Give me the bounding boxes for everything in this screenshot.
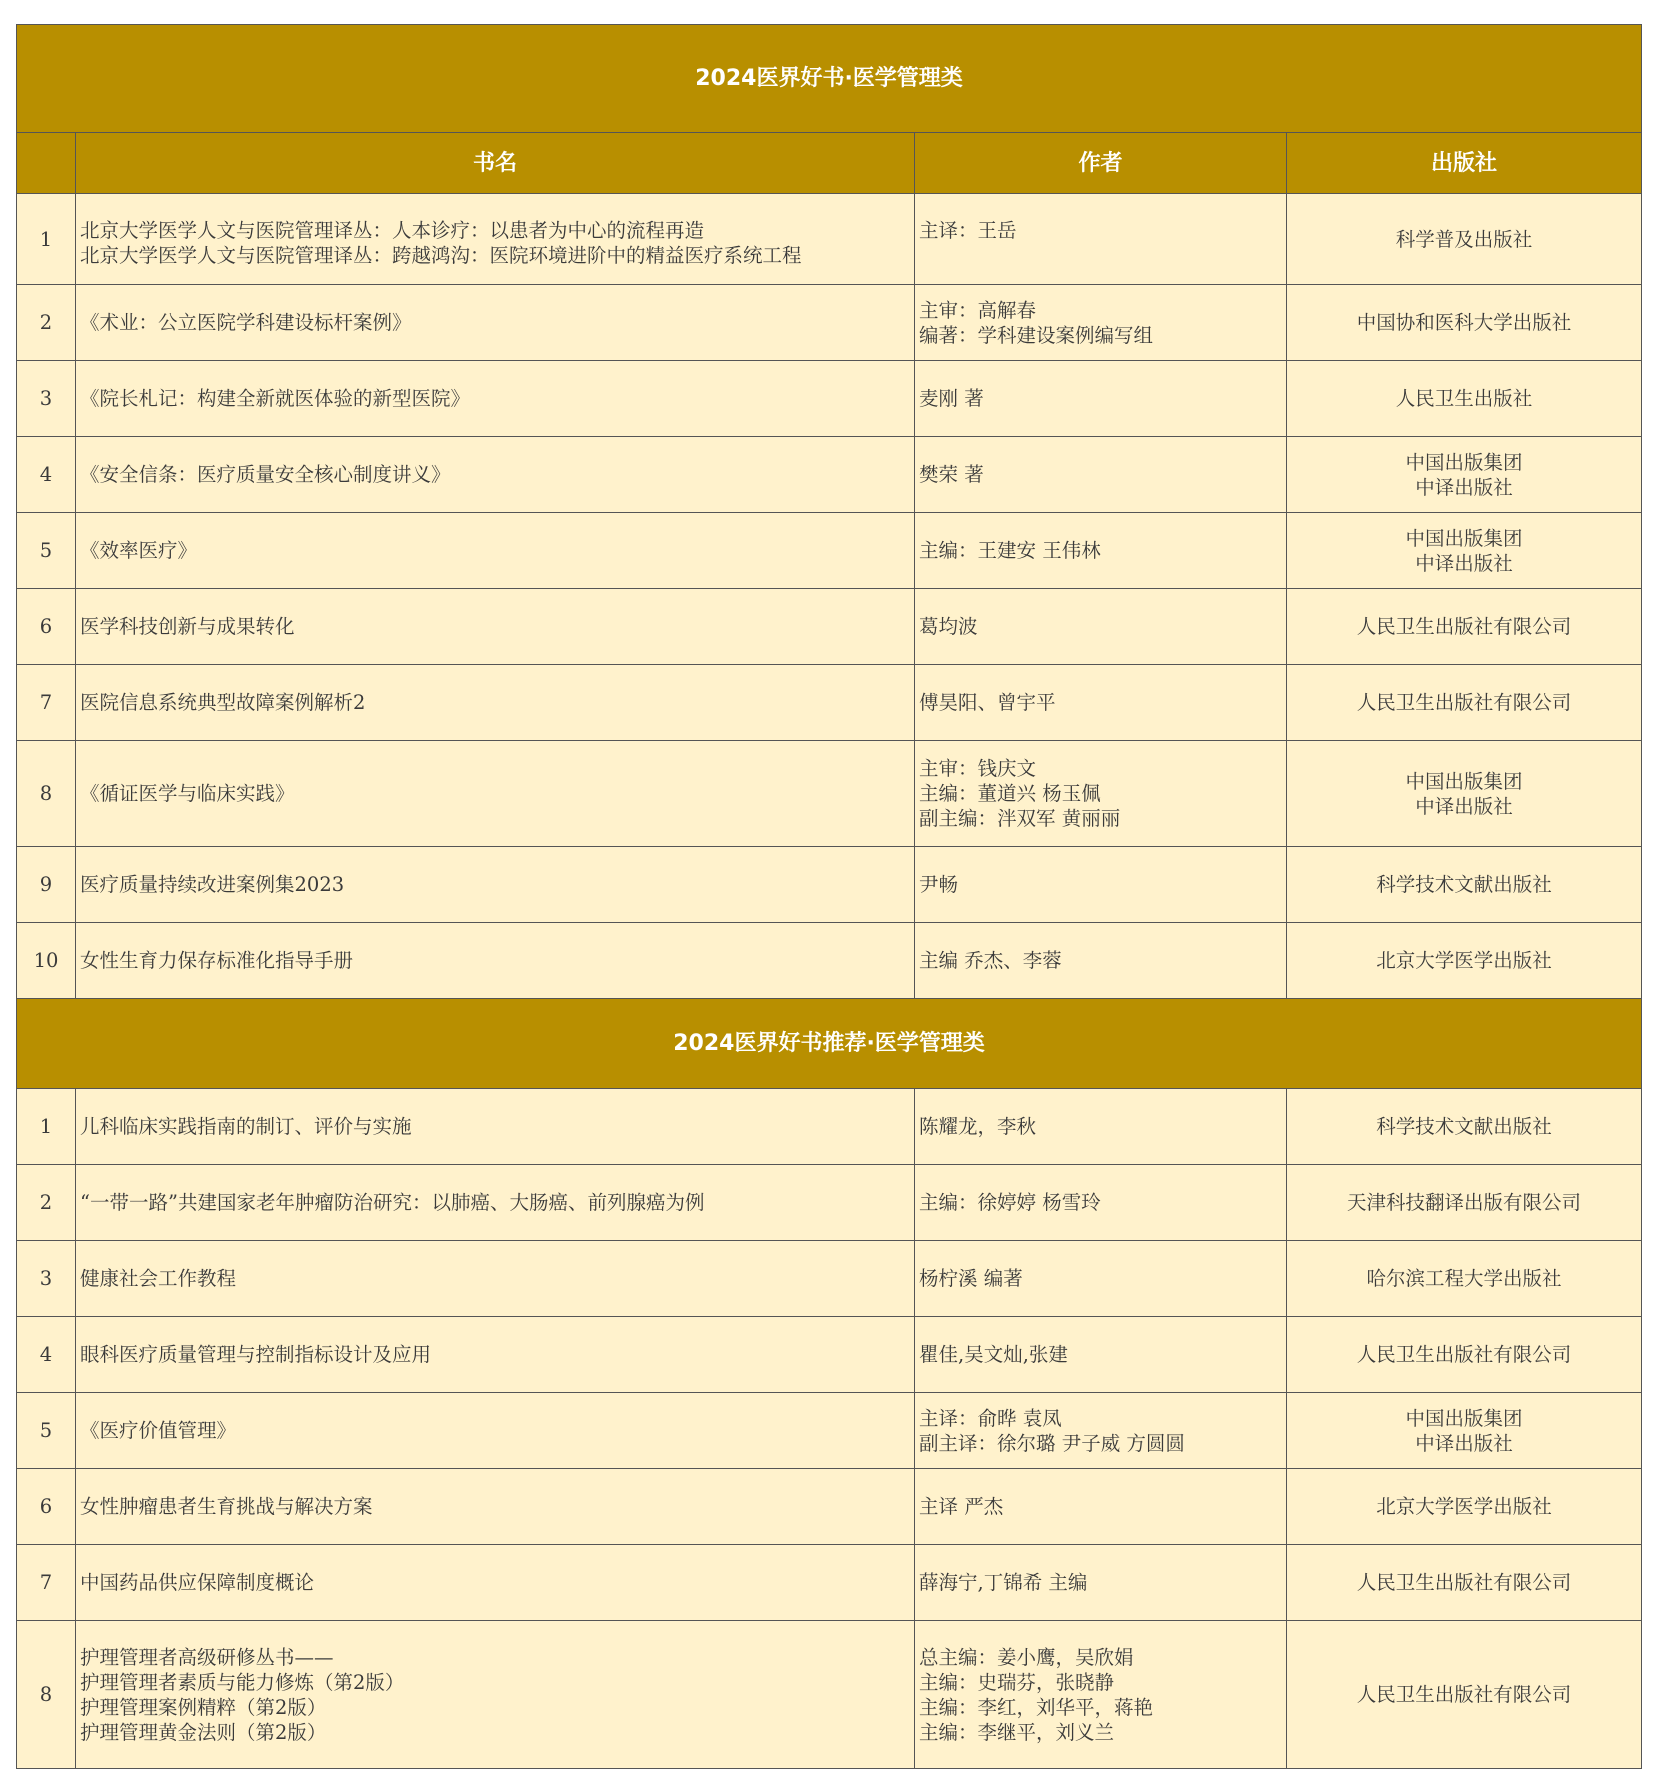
publisher-line: 中国出版集团 — [1405, 769, 1523, 793]
book-title-line: 北京大学医学人文与医院管理译丛：人本诊疗：以患者为中心的流程再造 — [80, 219, 705, 242]
row-index: 6 — [17, 1469, 76, 1545]
author — [915, 1469, 1287, 1545]
publisher-line: 中国协和医科大学出版社 — [1356, 311, 1572, 334]
book-title-line: 医院信息系统典型故障案例解析2 — [80, 691, 366, 714]
table-row — [17, 513, 1642, 589]
publisher — [1287, 437, 1642, 513]
author-line: 主编：史瑞芬，张晓静 — [919, 1670, 1115, 1694]
book-title-line: 护理管理者高级研修丛书—— — [80, 1645, 334, 1669]
section2-title: 2024医界好书推荐·医学管理类 — [17, 999, 1642, 1089]
book-title-line: 《循证医学与临床实践》 — [80, 782, 295, 805]
author-line: 尹畅 — [919, 873, 959, 896]
author-line: 总主编：姜小鹰，吴欣娟 — [919, 1645, 1134, 1669]
table-row — [17, 589, 1642, 665]
row-index: 9 — [17, 847, 76, 923]
publisher — [1287, 361, 1642, 437]
book-title — [76, 513, 915, 589]
table-row — [17, 194, 1642, 285]
book-title-line: 眼科医疗质量管理与控制指标设计及应用 — [80, 1343, 432, 1366]
author-line: 杨柠溪 编著 — [919, 1267, 1023, 1290]
publisher-line: 人民卫生出版社 — [1395, 387, 1533, 410]
book-title-line: 护理管理黄金法则（第2版） — [80, 1720, 327, 1744]
book-title — [76, 1469, 915, 1545]
table-row — [17, 1621, 1642, 1769]
book-title — [76, 741, 915, 847]
table-row — [17, 1241, 1642, 1317]
author-line: 主编：董道兴 杨玉佩 — [919, 782, 1101, 805]
book-title-line: “一带一路”共建国家老年肿瘤防治研究：以肺癌、大肠癌、前列腺癌为例 — [80, 1191, 705, 1214]
book-title-line: 女性生育力保存标准化指导手册 — [80, 949, 354, 972]
author-line: 主译：王岳 — [919, 219, 1017, 242]
author — [915, 285, 1287, 361]
book-title-line: 医疗质量持续改进案例集2023 — [80, 873, 345, 896]
publisher-line: 北京大学医学出版社 — [1376, 1495, 1552, 1518]
row-index: 7 — [17, 1545, 76, 1621]
publisher-line: 中译出版社 — [1415, 794, 1513, 818]
book-title — [76, 1393, 915, 1469]
book-title — [76, 194, 915, 285]
table-row — [17, 665, 1642, 741]
book-title-line: 《效率医疗》 — [80, 539, 198, 562]
book-title-line: 《医疗价值管理》 — [80, 1419, 237, 1442]
publisher — [1287, 1317, 1642, 1393]
table-row — [17, 1545, 1642, 1621]
header-index — [17, 133, 76, 194]
publisher-line: 中译出版社 — [1415, 475, 1513, 499]
row-index: 7 — [17, 665, 76, 741]
publisher — [1287, 1469, 1642, 1545]
publisher-line: 中国出版集团 — [1405, 1406, 1523, 1430]
publisher — [1287, 665, 1642, 741]
author — [915, 361, 1287, 437]
row-index: 1 — [17, 194, 76, 285]
book-title-line: 《安全信条：医疗质量安全核心制度讲义》 — [80, 463, 451, 486]
publisher-line: 人民卫生出版社有限公司 — [1356, 1683, 1572, 1706]
table-row — [17, 1393, 1642, 1469]
row-index: 6 — [17, 589, 76, 665]
book-title — [76, 1241, 915, 1317]
author — [915, 665, 1287, 741]
header-row — [17, 133, 1642, 194]
table-row — [17, 741, 1642, 847]
author-line: 傅昊阳、曾宇平 — [919, 691, 1056, 714]
publisher-line: 科学技术文献出版社 — [1376, 1115, 1552, 1138]
table-row — [17, 1089, 1642, 1165]
row-index: 5 — [17, 513, 76, 589]
author-line: 主编：王建安 王伟林 — [919, 539, 1101, 562]
publisher-line: 人民卫生出版社有限公司 — [1356, 615, 1572, 638]
publisher-line: 哈尔滨工程大学出版社 — [1366, 1267, 1562, 1290]
book-title-line: 护理管理案例精粹（第2版） — [80, 1695, 327, 1719]
publisher-line: 天津科技翻译出版有限公司 — [1347, 1191, 1582, 1214]
book-list-table — [16, 24, 1642, 1769]
publisher — [1287, 513, 1642, 589]
book-title-line: 儿科临床实践指南的制订、评价与实施 — [80, 1115, 412, 1138]
row-index: 3 — [17, 1241, 76, 1317]
author-line: 主译：俞晔 袁凤 — [919, 1406, 1062, 1430]
book-title-line: 《院长札记：构建全新就医体验的新型医院》 — [80, 387, 471, 410]
publisher-line: 中译出版社 — [1415, 1431, 1513, 1455]
header-publisher: 出版社 — [1287, 133, 1642, 194]
book-title — [76, 589, 915, 665]
publisher-line: 人民卫生出版社有限公司 — [1356, 1343, 1572, 1366]
row-index: 2 — [17, 285, 76, 361]
author-line: 副主编：泮双军 黄丽丽 — [919, 807, 1121, 830]
table-row — [17, 437, 1642, 513]
author — [915, 923, 1287, 999]
author — [915, 513, 1287, 589]
row-index: 3 — [17, 361, 76, 437]
author-line: 副主译：徐尔璐 尹子威 方圆圆 — [919, 1431, 1185, 1455]
author-line: 主审：高解春 — [919, 298, 1037, 322]
author-line: 葛均波 — [919, 615, 978, 638]
author-line: 主译 严杰 — [919, 1495, 1004, 1518]
book-title — [76, 1165, 915, 1241]
publisher — [1287, 1393, 1642, 1469]
row-index: 1 — [17, 1089, 76, 1165]
publisher — [1287, 194, 1642, 285]
publisher — [1287, 1089, 1642, 1165]
row-index: 2 — [17, 1165, 76, 1241]
header-author: 作者 — [915, 133, 1287, 194]
author — [915, 1317, 1287, 1393]
publisher-line: 科学普及出版社 — [1395, 227, 1533, 251]
row-index: 5 — [17, 1393, 76, 1469]
publisher-line: 人民卫生出版社有限公司 — [1356, 691, 1572, 714]
author-line: 主编：徐婷婷 杨雪玲 — [919, 1191, 1101, 1214]
publisher — [1287, 285, 1642, 361]
publisher — [1287, 1165, 1642, 1241]
book-title — [76, 923, 915, 999]
author — [915, 1621, 1287, 1769]
book-title — [76, 1317, 915, 1393]
author-line: 主审：钱庆文 — [919, 757, 1037, 780]
table-row — [17, 1317, 1642, 1393]
author-line: 麦刚 著 — [919, 387, 984, 410]
author-line: 陈耀龙，李秋 — [919, 1115, 1037, 1138]
book-title — [76, 361, 915, 437]
table-row — [17, 361, 1642, 437]
publisher-line: 北京大学医学出版社 — [1376, 949, 1552, 972]
author — [915, 1393, 1287, 1469]
section1-title: 2024医界好书·医学管理类 — [17, 25, 1642, 133]
book-title — [76, 1089, 915, 1165]
author — [915, 194, 1287, 285]
row-index: 8 — [17, 1621, 76, 1769]
author-line: 樊荣 著 — [919, 463, 984, 486]
book-title-line: 护理管理者素质与能力修炼（第2版） — [80, 1670, 405, 1694]
publisher-line: 中国出版集团 — [1405, 526, 1523, 550]
section2-title-row — [17, 999, 1642, 1089]
publisher — [1287, 847, 1642, 923]
book-title — [76, 847, 915, 923]
author-line: 瞿佳,吴文灿,张建 — [919, 1343, 1068, 1366]
book-title — [76, 437, 915, 513]
table-row — [17, 923, 1642, 999]
book-title-line: 医学科技创新与成果转化 — [80, 615, 295, 638]
author-line: 主编 乔杰、李蓉 — [919, 949, 1062, 972]
book-title-line: 中国药品供应保障制度概论 — [80, 1571, 315, 1594]
table-row — [17, 847, 1642, 923]
book-title — [76, 285, 915, 361]
publisher-line: 中国出版集团 — [1405, 450, 1523, 474]
table-row — [17, 285, 1642, 361]
book-title — [76, 1545, 915, 1621]
author — [915, 589, 1287, 665]
author — [915, 847, 1287, 923]
author — [915, 1165, 1287, 1241]
publisher-line: 人民卫生出版社有限公司 — [1356, 1571, 1572, 1594]
publisher-line: 科学技术文献出版社 — [1376, 873, 1552, 896]
author-line: 薛海宁,丁锦希 主编 — [919, 1571, 1088, 1594]
publisher — [1287, 1241, 1642, 1317]
table-row — [17, 1469, 1642, 1545]
publisher — [1287, 1545, 1642, 1621]
row-index: 4 — [17, 1317, 76, 1393]
publisher — [1287, 1621, 1642, 1769]
publisher — [1287, 589, 1642, 665]
book-title-line: 《术业：公立医院学科建设标杆案例》 — [80, 311, 412, 334]
author-line: 编著：学科建设案例编写组 — [919, 323, 1154, 347]
row-index: 4 — [17, 437, 76, 513]
author — [915, 437, 1287, 513]
book-title — [76, 1621, 915, 1769]
publisher-line: 中译出版社 — [1415, 551, 1513, 575]
publisher — [1287, 741, 1642, 847]
author — [915, 1089, 1287, 1165]
row-index: 8 — [17, 741, 76, 847]
author — [915, 741, 1287, 847]
table-row — [17, 1165, 1642, 1241]
author — [915, 1545, 1287, 1621]
book-title — [76, 665, 915, 741]
section1-title-row — [17, 25, 1642, 133]
author-line: 主编：李继平，刘义兰 — [919, 1720, 1115, 1744]
author — [915, 1241, 1287, 1317]
book-title-line: 健康社会工作教程 — [80, 1267, 237, 1290]
row-index: 10 — [17, 923, 76, 999]
author-line: 主编：李红，刘华平，蒋艳 — [919, 1695, 1154, 1719]
table-body — [17, 25, 1642, 1769]
book-title-line: 女性肿瘤患者生育挑战与解决方案 — [80, 1495, 373, 1518]
publisher — [1287, 923, 1642, 999]
header-book: 书名 — [76, 133, 915, 194]
book-title-line: 北京大学医学人文与医院管理译丛：跨越鸿沟：医院环境进阶中的精益医疗系统工程 — [80, 244, 802, 267]
